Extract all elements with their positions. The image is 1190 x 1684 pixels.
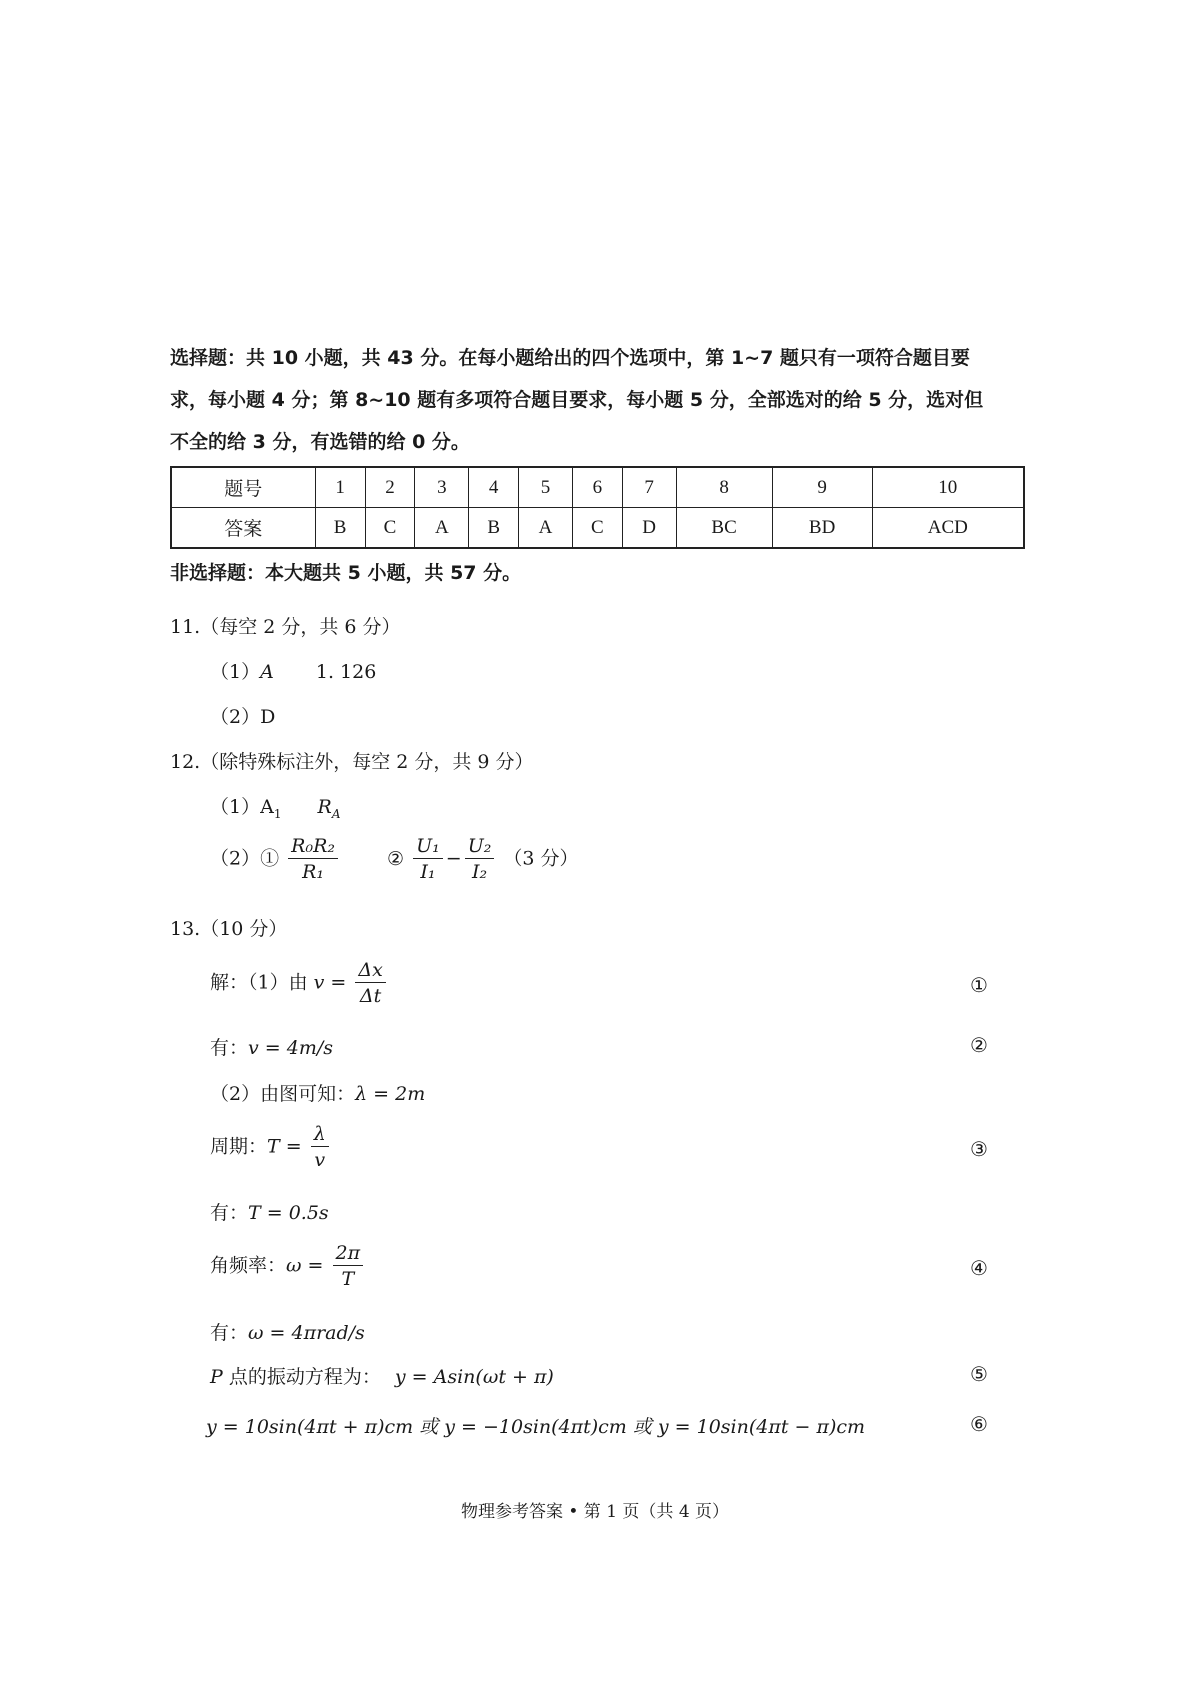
answer-cell: C (572, 508, 622, 549)
q13-l1-pre: 解：（1）由 (210, 971, 314, 994)
q-number: 3 (415, 467, 469, 508)
q13-l2-eq: v = 4m/s (248, 1037, 334, 1059)
answer-cell: BD (772, 508, 872, 549)
q13-title: 13.（10 分） (170, 918, 288, 940)
answer-cell: D (622, 508, 676, 549)
q12-part2 (210, 834, 579, 885)
q12-p1-label: （1）A (210, 796, 274, 818)
q13-l7-label: 有： (210, 1322, 249, 1344)
mark-4: ④ (970, 1256, 988, 1280)
q11-p1-value: 1. 126 (315, 661, 377, 683)
q-number: 7 (622, 467, 676, 508)
q-number: 1 (315, 467, 365, 508)
frac1-num: R₀R₂ (288, 834, 338, 859)
q12-circle-2: ② (387, 847, 405, 870)
q12-p2-note: （3 分） (503, 847, 579, 870)
table-row-answers (171, 508, 1024, 549)
q13-line3 (210, 1079, 425, 1106)
q11-part2: （2）D (210, 706, 276, 728)
q-number: 10 (872, 467, 1024, 508)
q13-l3-eq: λ = 2m (355, 1083, 426, 1105)
mark-1: ① (970, 973, 988, 997)
mark-2: ② (970, 1033, 988, 1057)
q12-title: 12.（除特殊标注外，每空 2 分，共 9 分） (170, 751, 534, 773)
intro-line-1: 选择题：共 10 小题，共 43 分。在每小题给出的四个选项中，第 1~7 题只有一项符合题目要 (170, 347, 970, 369)
frac-num: 2π (333, 1241, 364, 1266)
q13-line1 (210, 958, 389, 1009)
answer-table (170, 466, 1025, 549)
q12-p1-var: R (317, 796, 332, 818)
q12-frac2 (413, 834, 443, 885)
q12-p1-var-sub: A (331, 806, 341, 821)
q13-l6-label: 角频率： (210, 1254, 287, 1277)
q12-p2-label: （2）① (210, 847, 280, 870)
table-row-numbers (171, 467, 1024, 508)
q13-l4-lhs: T = (267, 1135, 308, 1158)
answer-label: 答案 (171, 508, 315, 549)
q13-l1-lhs: v = (313, 971, 353, 994)
q-number: 9 (772, 467, 872, 508)
q12-frac1 (288, 834, 338, 885)
choice-intro (170, 337, 1026, 463)
q13-l1-frac (355, 958, 385, 1009)
q-number: 6 (572, 467, 622, 508)
answer-cell: A (415, 508, 469, 549)
q13-l8-eq: y = Asin(ωt + π) (394, 1366, 554, 1388)
q13-l7-eq: ω = 4πrad/s (248, 1322, 365, 1344)
q13-line2 (210, 1033, 333, 1060)
frac1-den: R₁ (302, 861, 325, 883)
intro-line-2: 求，每小题 4 分；第 8~10 题有多项符合题目要求，每小题 5 分，全部选对的给 5 分，选对但 (170, 389, 984, 411)
q13-line6 (210, 1241, 366, 1292)
frac-num: Δx (355, 958, 385, 983)
q13-l6-frac (333, 1241, 364, 1292)
q13-l6-lhs: ω = (286, 1254, 330, 1277)
q13-line4 (210, 1122, 332, 1173)
minus-sign: − (445, 847, 462, 870)
q13-line9: y = 10sin(4πt + π)cm 或 y = −10sin(4πt)cm 或 y = 10sin(4πt − π)cm (206, 1416, 866, 1438)
q-number: 2 (365, 467, 415, 508)
frac-den: v (314, 1149, 326, 1171)
q13-l4-label: 周期： (210, 1135, 268, 1158)
q13-line5 (210, 1198, 329, 1225)
frac3-den: I₂ (471, 861, 488, 883)
frac-den: T (341, 1268, 355, 1290)
frac-num: λ (311, 1122, 329, 1147)
page-footer: 物理参考答案 • 第 1 页（共 4 页） (460, 1502, 730, 1522)
q12-part1 (210, 792, 340, 821)
q13-l5-eq: T = 0.5s (248, 1202, 329, 1224)
frac2-num: U₁ (413, 834, 443, 859)
intro-line-3: 不全的给 3 分，有选错的给 0 分。 (170, 431, 470, 453)
q13-l2-label: 有： (210, 1037, 249, 1059)
mark-3: ③ (970, 1137, 988, 1161)
frac2-den: I₁ (420, 861, 436, 883)
frac3-num: U₂ (465, 834, 495, 859)
answer-cell: ACD (872, 508, 1024, 549)
nonchoice-heading: 非选择题：本大题共 5 小题，共 57 分。 (170, 562, 522, 584)
mark-6: ⑥ (970, 1412, 988, 1436)
q-number: 4 (469, 467, 519, 508)
q13-l3-label: （2）由图可知： (210, 1083, 356, 1105)
q11-title: 11.（每空 2 分，共 6 分） (170, 616, 401, 638)
q11-p1-label: （1） (210, 661, 261, 683)
answer-cell: B (469, 508, 519, 549)
q13-line7 (210, 1318, 365, 1345)
mark-5: ⑤ (970, 1362, 988, 1386)
q13-l8-var: P (210, 1366, 223, 1388)
q13-line8 (210, 1362, 554, 1389)
q13-l8-text: 点的振动方程为： (222, 1366, 381, 1388)
header-label: 题号 (171, 467, 315, 508)
answer-cell: B (315, 508, 365, 549)
q11-p1-var: A (260, 661, 274, 683)
answer-cell: C (365, 508, 415, 549)
q13-l5-label: 有： (210, 1202, 249, 1224)
frac-den: Δt (359, 985, 382, 1007)
q-number: 8 (676, 467, 772, 508)
q12-frac3 (465, 834, 495, 885)
answer-cell: BC (676, 508, 772, 549)
q11-part1 (210, 657, 376, 684)
q13-l4-frac (311, 1122, 329, 1173)
q12-p1-sub: 1 (273, 806, 282, 821)
q-number: 5 (519, 467, 573, 508)
answer-cell: A (519, 508, 573, 549)
